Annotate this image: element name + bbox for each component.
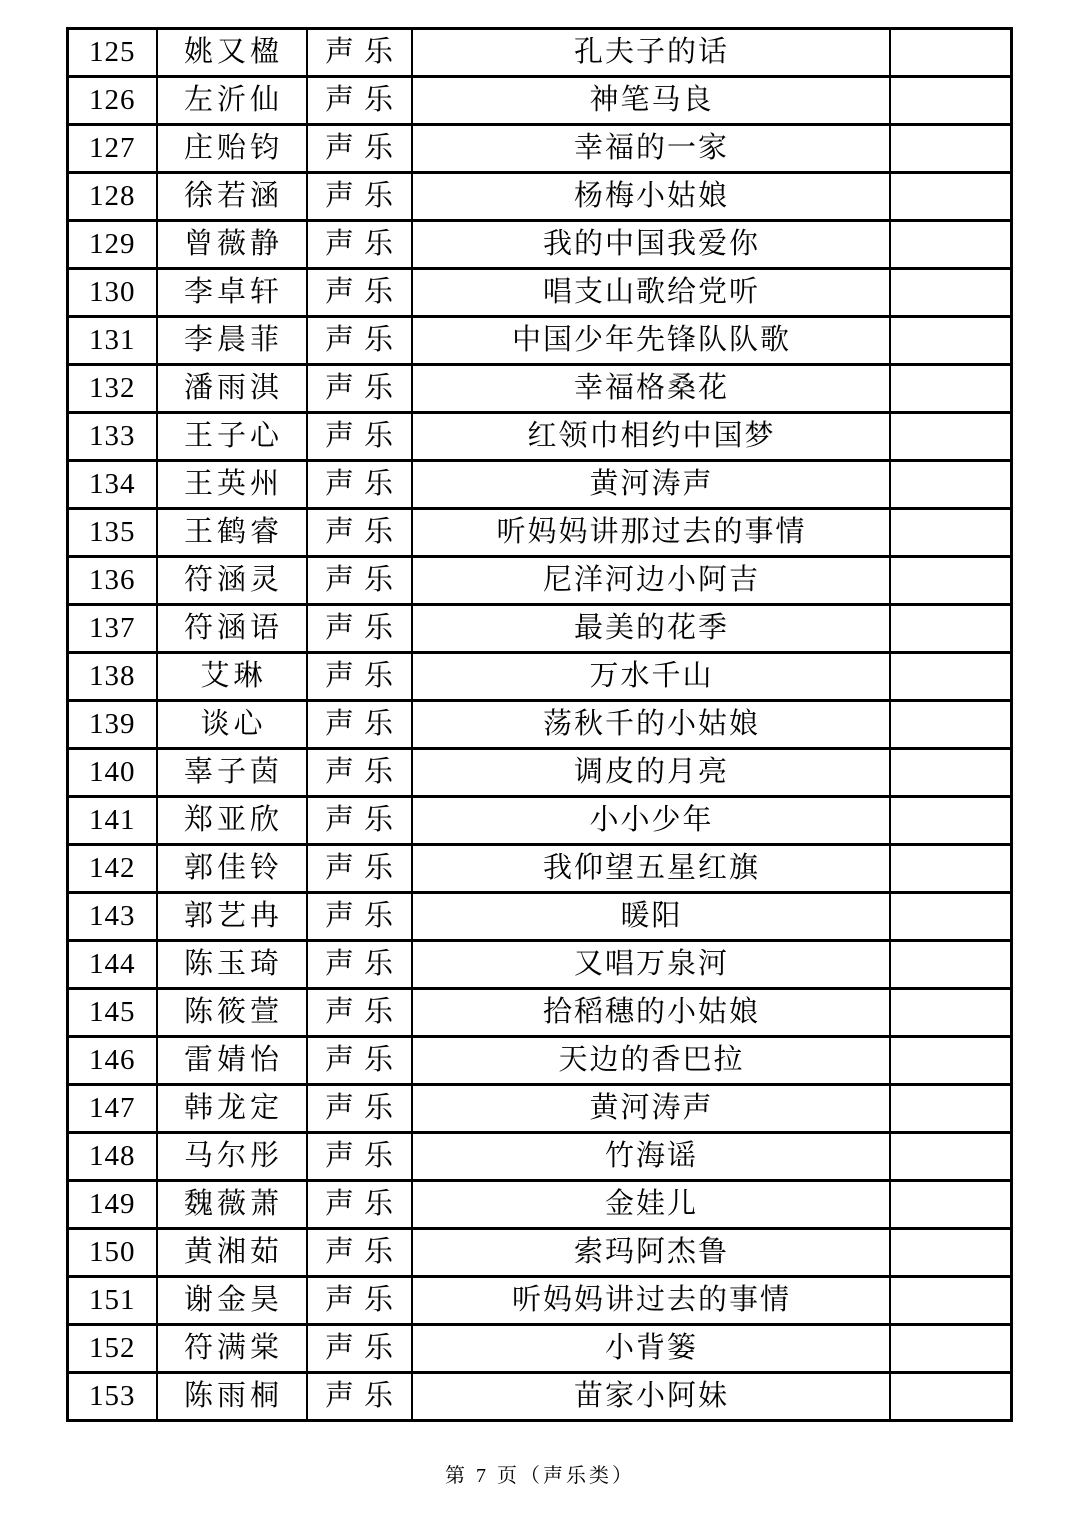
cell-score-empty <box>890 509 1012 557</box>
table-row <box>68 989 1012 1037</box>
table-row <box>68 125 1012 173</box>
cell-category: 声乐 <box>307 125 412 173</box>
cell-number: 147 <box>68 1085 157 1133</box>
cell-name: 潘雨淇 <box>157 365 307 413</box>
cell-song: 黄河涛声 <box>412 461 890 509</box>
cell-number: 134 <box>68 461 157 509</box>
table-row <box>68 173 1012 221</box>
cell-category: 声乐 <box>307 845 412 893</box>
cell-number: 129 <box>68 221 157 269</box>
cell-name: 魏薇萧 <box>157 1181 307 1229</box>
cell-song: 我的中国我爱你 <box>412 221 890 269</box>
table-row <box>68 749 1012 797</box>
cell-score-empty <box>890 749 1012 797</box>
cell-number: 141 <box>68 797 157 845</box>
cell-name: 李卓轩 <box>157 269 307 317</box>
table-row <box>68 701 1012 749</box>
cell-category: 声乐 <box>307 1037 412 1085</box>
cell-song: 天边的香巴拉 <box>412 1037 890 1085</box>
cell-number: 144 <box>68 941 157 989</box>
cell-name: 王鹤睿 <box>157 509 307 557</box>
cell-song: 最美的花季 <box>412 605 890 653</box>
cell-score-empty <box>890 1325 1012 1373</box>
cell-song: 神笔马良 <box>412 77 890 125</box>
cell-score-empty <box>890 701 1012 749</box>
cell-name: 陈雨桐 <box>157 1373 307 1421</box>
cell-name: 曾薇静 <box>157 221 307 269</box>
cell-name: 郭艺冉 <box>157 893 307 941</box>
table-body <box>68 29 1012 1421</box>
cell-score-empty <box>890 269 1012 317</box>
cell-song: 黄河涛声 <box>412 1085 890 1133</box>
cell-score-empty <box>890 173 1012 221</box>
cell-number: 126 <box>68 77 157 125</box>
cell-name: 姚又楹 <box>157 29 307 77</box>
cell-category: 声乐 <box>307 365 412 413</box>
cell-song: 调皮的月亮 <box>412 749 890 797</box>
cell-score-empty <box>890 413 1012 461</box>
cell-song: 杨梅小姑娘 <box>412 173 890 221</box>
cell-category: 声乐 <box>307 317 412 365</box>
cell-number: 149 <box>68 1181 157 1229</box>
cell-number: 152 <box>68 1325 157 1373</box>
cell-category: 声乐 <box>307 797 412 845</box>
cell-number: 135 <box>68 509 157 557</box>
cell-number: 138 <box>68 653 157 701</box>
cell-score-empty <box>890 125 1012 173</box>
cell-song: 荡秋千的小姑娘 <box>412 701 890 749</box>
cell-score-empty <box>890 605 1012 653</box>
cell-number: 128 <box>68 173 157 221</box>
cell-name: 左沂仙 <box>157 77 307 125</box>
cell-song: 我仰望五星红旗 <box>412 845 890 893</box>
cell-number: 143 <box>68 893 157 941</box>
cell-score-empty <box>890 557 1012 605</box>
cell-name: 陈筱萱 <box>157 989 307 1037</box>
cell-name: 马尔彤 <box>157 1133 307 1181</box>
cell-name: 徐若涵 <box>157 173 307 221</box>
cell-score-empty <box>890 845 1012 893</box>
cell-category: 声乐 <box>307 989 412 1037</box>
cell-score-empty <box>890 893 1012 941</box>
cell-name: 韩龙定 <box>157 1085 307 1133</box>
cell-number: 148 <box>68 1133 157 1181</box>
cell-name: 郑亚欣 <box>157 797 307 845</box>
cell-category: 声乐 <box>307 1325 412 1373</box>
cell-song: 竹海谣 <box>412 1133 890 1181</box>
cell-category: 声乐 <box>307 1229 412 1277</box>
cell-number: 127 <box>68 125 157 173</box>
cell-song: 拾稻穗的小姑娘 <box>412 989 890 1037</box>
page-footer: 第 7 页（声乐类） <box>445 1465 635 1487</box>
cell-song: 小背篓 <box>412 1325 890 1373</box>
cell-song: 又唱万泉河 <box>412 941 890 989</box>
cell-song: 中国少年先锋队队歌 <box>412 317 890 365</box>
cell-name: 郭佳铃 <box>157 845 307 893</box>
cell-name: 陈玉琦 <box>157 941 307 989</box>
cell-song: 索玛阿杰鲁 <box>412 1229 890 1277</box>
table-row <box>68 605 1012 653</box>
table-row <box>68 1229 1012 1277</box>
cell-category: 声乐 <box>307 1181 412 1229</box>
cell-score-empty <box>890 77 1012 125</box>
cell-number: 133 <box>68 413 157 461</box>
cell-name: 王英州 <box>157 461 307 509</box>
cell-name: 辜子茵 <box>157 749 307 797</box>
cell-score-empty <box>890 365 1012 413</box>
table-row <box>68 29 1012 77</box>
cell-number: 142 <box>68 845 157 893</box>
table-row <box>68 77 1012 125</box>
cell-song: 金娃儿 <box>412 1181 890 1229</box>
cell-number: 125 <box>68 29 157 77</box>
cell-category: 声乐 <box>307 1133 412 1181</box>
cell-score-empty <box>890 221 1012 269</box>
cell-score-empty <box>890 941 1012 989</box>
cell-category: 声乐 <box>307 941 412 989</box>
cell-score-empty <box>890 1133 1012 1181</box>
table-row <box>68 413 1012 461</box>
cell-category: 声乐 <box>307 653 412 701</box>
table-row <box>68 1181 1012 1229</box>
cell-song: 暖阳 <box>412 893 890 941</box>
cell-score-empty <box>890 797 1012 845</box>
cell-category: 声乐 <box>307 701 412 749</box>
table-row <box>68 1085 1012 1133</box>
cell-score-empty <box>890 1277 1012 1325</box>
table-row <box>68 845 1012 893</box>
cell-number: 145 <box>68 989 157 1037</box>
cell-category: 声乐 <box>307 557 412 605</box>
cell-score-empty <box>890 317 1012 365</box>
cell-name: 雷婧怡 <box>157 1037 307 1085</box>
cell-category: 声乐 <box>307 1085 412 1133</box>
table-row <box>68 365 1012 413</box>
cell-number: 150 <box>68 1229 157 1277</box>
cell-category: 声乐 <box>307 29 412 77</box>
cell-category: 声乐 <box>307 221 412 269</box>
cell-name: 符涵语 <box>157 605 307 653</box>
cell-score-empty <box>890 461 1012 509</box>
cell-song: 唱支山歌给党听 <box>412 269 890 317</box>
table-row <box>68 1133 1012 1181</box>
cell-category: 声乐 <box>307 509 412 557</box>
cell-song: 尼洋河边小阿吉 <box>412 557 890 605</box>
table-row <box>68 221 1012 269</box>
cell-category: 声乐 <box>307 413 412 461</box>
cell-song: 听妈妈讲过去的事情 <box>412 1277 890 1325</box>
cell-name: 庄贻钧 <box>157 125 307 173</box>
table-row <box>68 1037 1012 1085</box>
cell-number: 140 <box>68 749 157 797</box>
table-row <box>68 893 1012 941</box>
cell-number: 151 <box>68 1277 157 1325</box>
cell-number: 132 <box>68 365 157 413</box>
cell-score-empty <box>890 989 1012 1037</box>
cell-category: 声乐 <box>307 173 412 221</box>
table-row <box>68 269 1012 317</box>
cell-number: 137 <box>68 605 157 653</box>
cell-song: 苗家小阿妹 <box>412 1373 890 1421</box>
cell-number: 139 <box>68 701 157 749</box>
cell-score-empty <box>890 1229 1012 1277</box>
table-row <box>68 1373 1012 1421</box>
cell-score-empty <box>890 29 1012 77</box>
cell-name: 符涵灵 <box>157 557 307 605</box>
table-row <box>68 653 1012 701</box>
cell-song: 小小少年 <box>412 797 890 845</box>
cell-name: 黄湘茹 <box>157 1229 307 1277</box>
table-row <box>68 1325 1012 1373</box>
cell-number: 136 <box>68 557 157 605</box>
cell-score-empty <box>890 653 1012 701</box>
cell-score-empty <box>890 1181 1012 1229</box>
cell-category: 声乐 <box>307 749 412 797</box>
cell-song: 听妈妈讲那过去的事情 <box>412 509 890 557</box>
cell-song: 孔夫子的话 <box>412 29 890 77</box>
cell-category: 声乐 <box>307 893 412 941</box>
cell-song: 万水千山 <box>412 653 890 701</box>
cell-number: 131 <box>68 317 157 365</box>
cell-song: 幸福格桑花 <box>412 365 890 413</box>
table-row <box>68 797 1012 845</box>
cell-category: 声乐 <box>307 77 412 125</box>
table-row <box>68 509 1012 557</box>
cell-score-empty <box>890 1373 1012 1421</box>
table-row <box>68 317 1012 365</box>
cell-category: 声乐 <box>307 269 412 317</box>
cell-number: 130 <box>68 269 157 317</box>
cell-name: 符满棠 <box>157 1325 307 1373</box>
cell-name: 王子心 <box>157 413 307 461</box>
cell-category: 声乐 <box>307 605 412 653</box>
roster-table <box>66 27 1013 1422</box>
cell-song: 红领巾相约中国梦 <box>412 413 890 461</box>
cell-name: 李晨菲 <box>157 317 307 365</box>
cell-category: 声乐 <box>307 1277 412 1325</box>
table-row <box>68 941 1012 989</box>
cell-category: 声乐 <box>307 461 412 509</box>
table-row <box>68 557 1012 605</box>
cell-number: 153 <box>68 1373 157 1421</box>
cell-name: 谢金昊 <box>157 1277 307 1325</box>
table-row <box>68 461 1012 509</box>
cell-name: 艾琳 <box>157 653 307 701</box>
cell-score-empty <box>890 1037 1012 1085</box>
table-row <box>68 1277 1012 1325</box>
cell-category: 声乐 <box>307 1373 412 1421</box>
cell-score-empty <box>890 1085 1012 1133</box>
cell-number: 146 <box>68 1037 157 1085</box>
cell-name: 谈心 <box>157 701 307 749</box>
cell-song: 幸福的一家 <box>412 125 890 173</box>
